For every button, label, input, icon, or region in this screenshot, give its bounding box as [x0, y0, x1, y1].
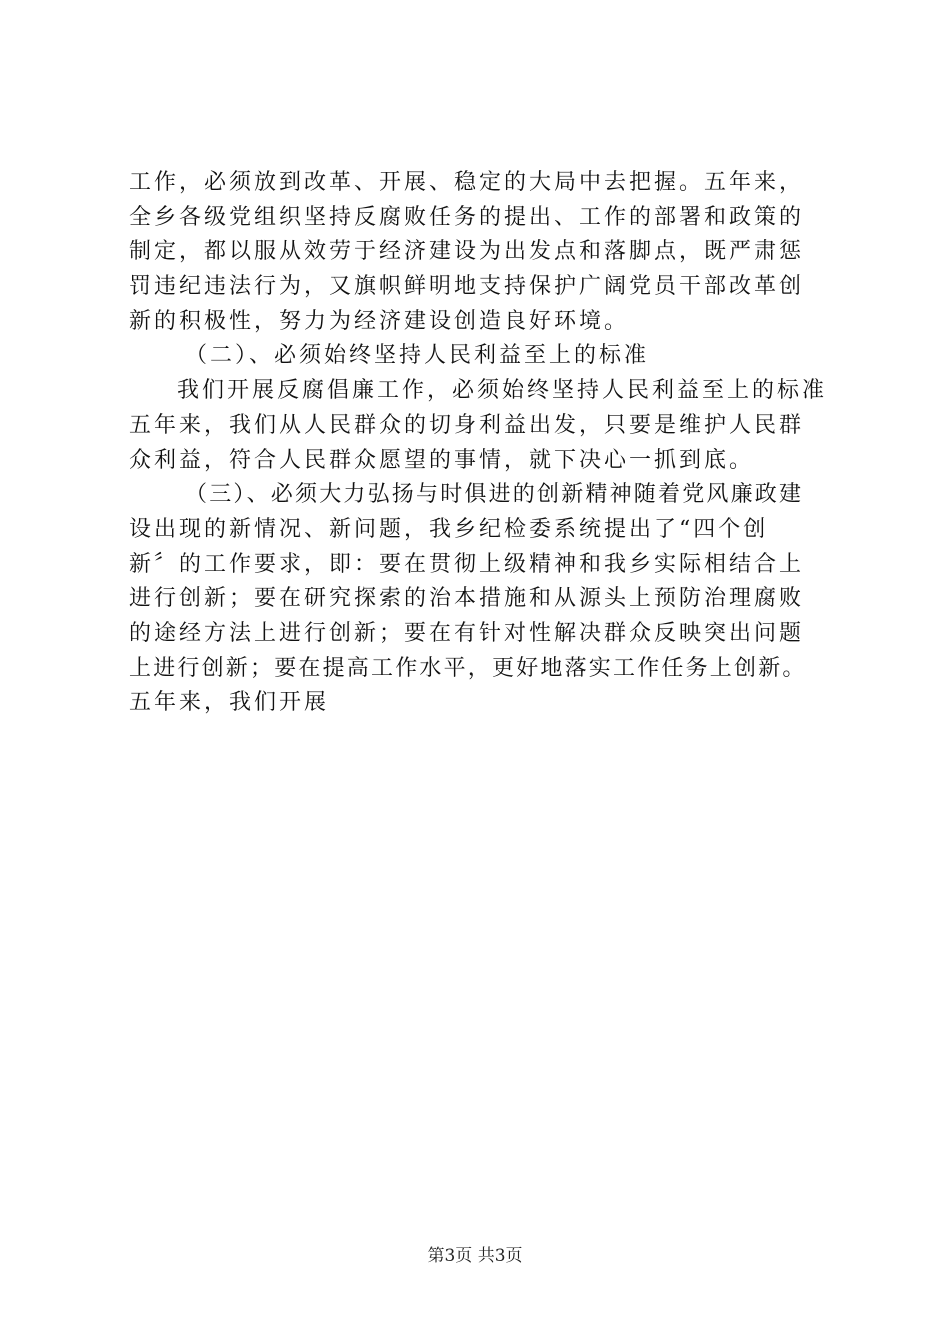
text-line: 我们开展反腐倡廉工作，必须始终坚持人民利益至上的标准 — [177, 378, 828, 404]
page-number-footer: 第3页 共3页 — [427, 1246, 523, 1266]
text-line: 进行创新；要在研究探索的治本措施和从源头上预防治理腐败 — [129, 586, 805, 612]
text-line: 上进行创新；要在提高工作水平，更好地落实工作任务上创新。 — [129, 655, 807, 681]
text-line: 新〞的工作要求，即：要在贯彻上级精神和我乡实际相结合上 — [129, 551, 805, 577]
text-line: 工作，必须放到改革、开展、稳定的大局中去把握。五年来， — [129, 170, 805, 195]
text-line: 全乡各级党组织坚持反腐败任务的提出、工作的部署和政策的 — [129, 204, 805, 230]
text-line: 的途经方法上进行创新；要在有针对性解决群众反映突出问题 — [129, 620, 805, 646]
text-line: 五年来，我们从人民群众的切身利益出发，只要是维护人民群 — [129, 412, 805, 438]
text-line: 制定，都以服从效劳于经济建设为出发点和落脚点，既严肃惩 — [129, 239, 805, 265]
text-line: 新的积极性，努力为经济建设创造良好环境。 — [129, 308, 630, 334]
section-heading: （三）、必须大力弘扬与时俱进的创新精神随着党风廉政建 — [185, 482, 804, 508]
section-heading: （二）、必须始终坚持人民利益至上的标准 — [185, 343, 650, 369]
text-line: 众利益，符合人民群众愿望的事情，就下决心一抓到底。 — [129, 447, 755, 473]
text-line: 罚违纪违法行为，又旗帜鲜明地支持保护广阔党员干部改革创 — [129, 274, 805, 300]
body-text — [129, 166, 849, 721]
text-line: 五年来，我们开展 — [129, 690, 330, 716]
text-line: 设出现的新情况、新问题，我乡纪检委系统提出了“四个创 — [129, 516, 769, 542]
